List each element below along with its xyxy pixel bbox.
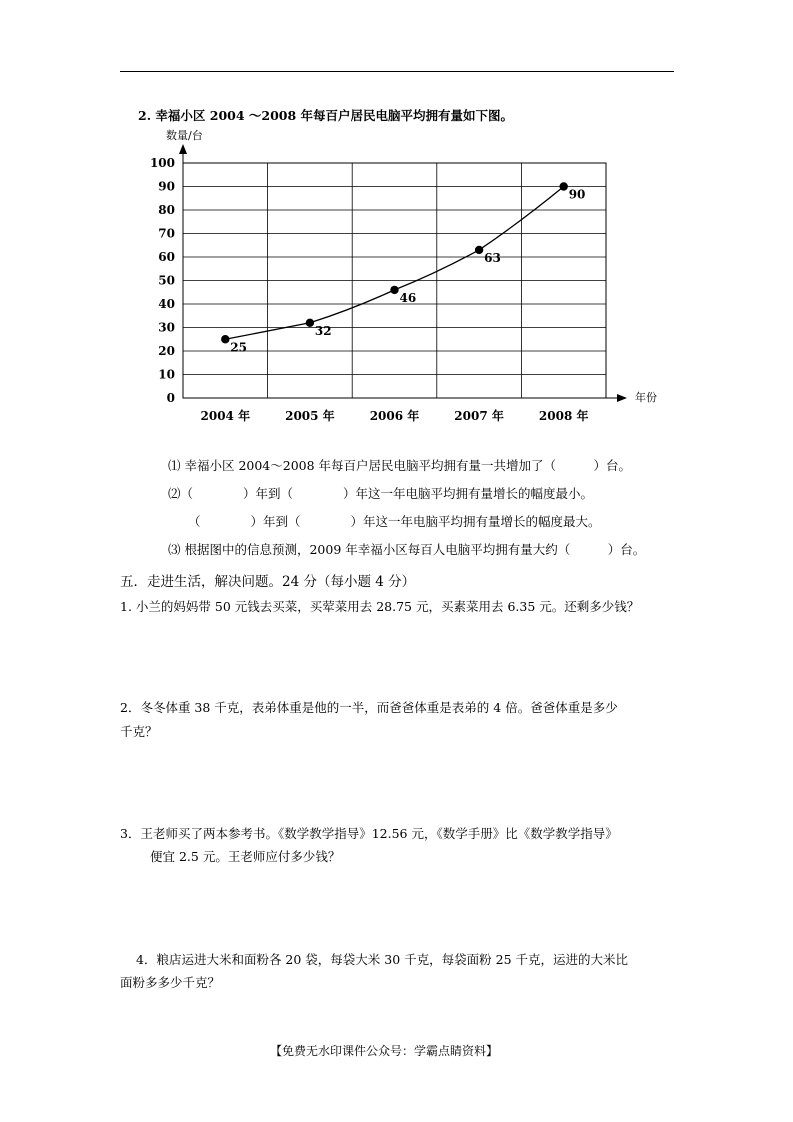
y-tick-labels [150,156,175,405]
data-point [306,319,314,327]
question-2-heading: 2. 幸福小区 2004 ～2008 年每百户居民电脑平均拥有量如下图。 [138,108,514,123]
y-tick-label: 30 [158,320,175,335]
data-label: 63 [484,250,501,265]
y-tick-label: 100 [149,156,175,170]
line-chart [0,0,793,440]
y-tick-label: 10 [158,367,175,382]
question-2-part-3: ⑶ 根据图中的信息预测，2009 年幸福小区每百人电脑平均拥有量大约（ ）台。 [168,542,646,557]
section-5-title: 五．走进生活，解决问题。24 分（每小题 4 分） [120,574,416,590]
y-tick-label: 50 [158,273,175,288]
data-label: 32 [314,323,332,338]
x-tick-label: 2008 年 [538,409,589,423]
footer-note: 【免费无水印课件公众号：学霸点睛资料】 [270,1044,499,1058]
x-tick-labels [201,408,589,423]
problem-2-line-1: 2．冬冬体重 38 千克，表弟体重是他的一半，而爸爸体重是表弟的 4 倍。爸爸体重是多少 [120,700,618,715]
problem-4-line-1: 4．粮店运进大米和面粉各 20 袋，每袋大米 30 千克，每袋面粉 25 千克，运进的大米比 [136,952,629,967]
question-2-part-1: ⑴ 幸福小区 2004～2008 年每百户居民电脑平均拥有量一共增加了（ ）台。 [168,458,632,473]
chart-axes [179,144,627,402]
data-labels [230,188,585,355]
problem-1: 1. 小兰的妈妈带 50 元钱去买菜，买荤菜用去 28.75 元，买素菜用去 6.35 元。还剩多少钱？ [120,599,640,614]
problem-2-line-2: 千克？ [120,724,158,739]
y-tick-label: 70 [158,226,175,241]
question-2-part-2b: （ ）年到（ ）年这一年电脑平均拥有量增长的幅度最大。 [188,514,601,529]
y-tick-label: 0 [166,391,175,405]
y-tick-label: 20 [158,344,175,358]
y-axis-label: 数量/台 [166,129,203,142]
problem-3-line-2: 便宜 2.5 元。王老师应付多少钱？ [150,849,341,864]
series-line-path [225,187,563,340]
data-label: 46 [399,290,417,305]
y-tick-label: 40 [158,297,175,311]
series-line [225,187,563,340]
chart-grid [183,163,606,398]
y-tick-label: 80 [158,203,175,217]
x-tick-label: 2004 年 [200,409,251,423]
data-point [475,246,483,254]
problem-3-line-1: 3．王老师买了两本参考书。《数学教学指导》12.56 元，《数学手册》比《数学教学指导》 [120,826,618,841]
y-tick-label: 90 [158,179,175,194]
x-tick-label: 2005 年 [285,409,335,423]
data-label: 25 [230,340,248,355]
x-tick-label: 2006 年 [369,409,420,423]
x-axis-arrow [617,394,627,402]
data-point [390,286,398,294]
x-axis-label: 年份 [635,391,657,404]
data-point [221,335,229,343]
data-point [560,182,568,190]
y-tick-label: 60 [158,250,175,264]
problem-4-line-2: 面粉多多少千克？ [120,975,221,990]
x-tick-label: 2007 年 [454,409,504,423]
y-axis-arrow [179,144,187,154]
data-label: 90 [568,187,586,202]
data-points [221,182,568,343]
question-2-part-2a: ⑵（ ）年到（ ）年这一年电脑平均拥有量增长的幅度最小。 [168,486,594,501]
